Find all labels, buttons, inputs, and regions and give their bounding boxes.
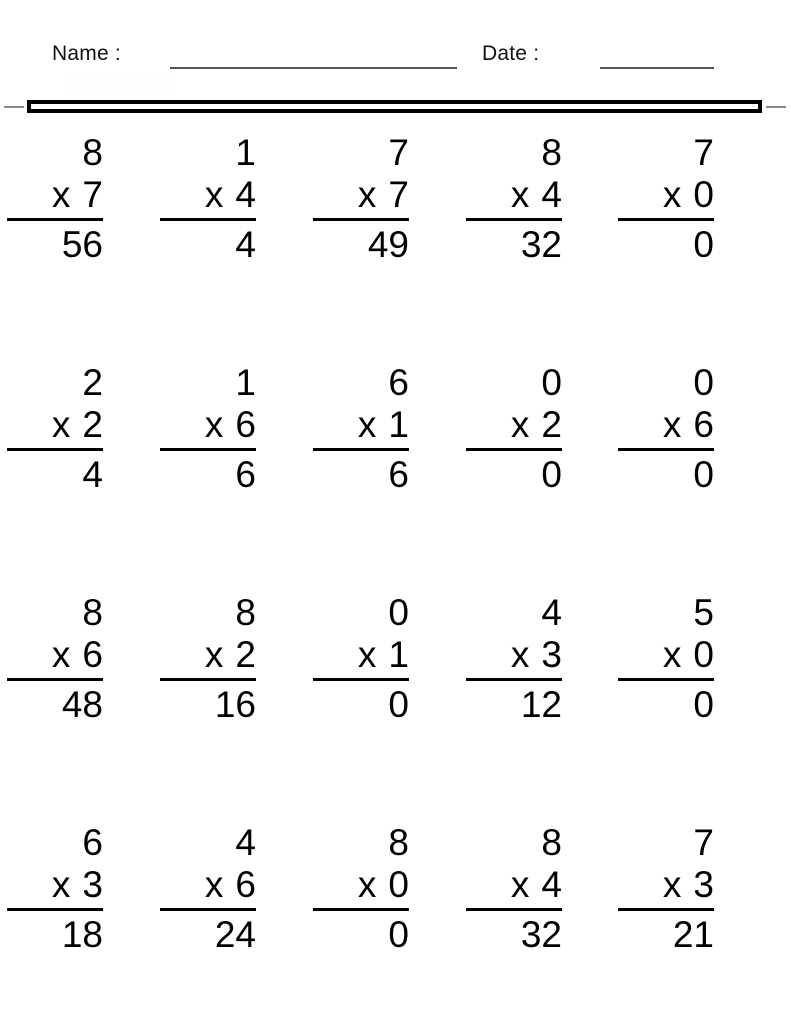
multiply-operator-icon: x [204, 404, 224, 445]
product-answer: 6 [235, 454, 256, 495]
product-answer: 32 [520, 914, 562, 955]
problem-rule [7, 448, 103, 451]
problem-rule [466, 448, 562, 451]
product-answer: 4 [82, 454, 103, 495]
multiplier-row [160, 176, 256, 216]
multiplier: 3 [541, 634, 562, 675]
multiplication-problem [618, 364, 714, 496]
multiply-operator-icon: x [510, 634, 530, 675]
multiplicand: 0 [388, 592, 409, 633]
multiplier-row [160, 406, 256, 446]
product-answer: 0 [541, 454, 562, 495]
problem-rule [618, 908, 714, 911]
multiplication-problem [7, 134, 103, 266]
multiply-operator-icon: x [51, 404, 71, 445]
multiplicand: 4 [541, 592, 562, 633]
multiplication-problem [313, 134, 409, 266]
separator-bar [27, 100, 762, 113]
multiplier: 0 [693, 174, 714, 215]
product-answer: 16 [214, 684, 256, 725]
multiplicand: 2 [82, 362, 103, 403]
multiply-operator-icon: x [662, 404, 682, 445]
problem-rule [7, 678, 103, 681]
multiplier: 6 [82, 634, 103, 675]
multiply-operator-icon: x [357, 864, 377, 905]
name-label: Name : [52, 42, 121, 65]
multiplier: 7 [82, 174, 103, 215]
problem-rule [466, 678, 562, 681]
multiplier: 6 [235, 864, 256, 905]
worksheet-header [0, 0, 791, 100]
multiplier: 2 [541, 404, 562, 445]
problem-rule [618, 218, 714, 221]
multiplier-row [7, 176, 103, 216]
multiplication-problem [313, 364, 409, 496]
multiply-operator-icon: x [204, 864, 224, 905]
multiplication-problem [466, 594, 562, 726]
multiply-operator-icon: x [357, 634, 377, 675]
multiplication-problem [160, 134, 256, 266]
name-write-line[interactable] [170, 67, 457, 69]
multiplier-row [7, 866, 103, 906]
multiplier: 4 [541, 174, 562, 215]
multiply-operator-icon: x [662, 864, 682, 905]
multiplier: 7 [388, 174, 409, 215]
problem-rule [313, 218, 409, 221]
multiply-operator-icon: x [51, 634, 71, 675]
multiplicand: 8 [82, 592, 103, 633]
multiplicand: 8 [82, 132, 103, 173]
multiply-operator-icon: x [510, 404, 530, 445]
multiplier: 6 [693, 404, 714, 445]
faint-artifact [66, 76, 176, 94]
product-answer: 21 [672, 914, 714, 955]
product-answer: 0 [693, 684, 714, 725]
problem-rule [313, 908, 409, 911]
multiplier-row [313, 406, 409, 446]
multiplier-row [618, 636, 714, 676]
date-label: Date : [482, 42, 540, 65]
product-answer: 0 [693, 454, 714, 495]
multiplicand: 0 [541, 362, 562, 403]
problem-rule [313, 448, 409, 451]
multiplicand: 5 [693, 592, 714, 633]
multiplier-row [313, 636, 409, 676]
multiplicand: 0 [693, 362, 714, 403]
problem-rule [313, 678, 409, 681]
multiply-operator-icon: x [51, 174, 71, 215]
product-answer: 49 [367, 224, 409, 265]
multiplier-row [466, 406, 562, 446]
multiplier: 2 [235, 634, 256, 675]
product-answer: 0 [388, 914, 409, 955]
multiplication-problem [7, 364, 103, 496]
multiplier-row [466, 636, 562, 676]
problem-rule [466, 908, 562, 911]
multiplier-row [7, 636, 103, 676]
multiplication-problem [160, 364, 256, 496]
multiplicand: 1 [235, 132, 256, 173]
multiplier-row [618, 406, 714, 446]
multiplication-problem [7, 824, 103, 956]
multiplication-problem [618, 594, 714, 726]
multiplicand: 8 [235, 592, 256, 633]
multiplier: 0 [388, 864, 409, 905]
problem-row [0, 824, 791, 1024]
multiplier-row [160, 866, 256, 906]
product-answer: 18 [61, 914, 103, 955]
multiplier-row [7, 406, 103, 446]
multiplication-problem [160, 824, 256, 956]
multiplication-problem [313, 824, 409, 956]
product-answer: 56 [61, 224, 103, 265]
multiply-operator-icon: x [51, 864, 71, 905]
multiplier: 2 [82, 404, 103, 445]
multiplier-row [466, 176, 562, 216]
multiply-operator-icon: x [510, 864, 530, 905]
multiplier: 6 [235, 404, 256, 445]
product-answer: 0 [388, 684, 409, 725]
problem-rule [160, 218, 256, 221]
product-answer: 24 [214, 914, 256, 955]
multiplicand: 7 [388, 132, 409, 173]
problem-rule [7, 908, 103, 911]
multiplier-row [466, 866, 562, 906]
product-answer: 12 [520, 684, 562, 725]
multiplication-problem [313, 594, 409, 726]
product-answer: 6 [388, 454, 409, 495]
multiplicand: 8 [541, 132, 562, 173]
multiplier: 4 [541, 864, 562, 905]
multiplier: 3 [82, 864, 103, 905]
multiply-operator-icon: x [357, 174, 377, 215]
multiplication-problem [618, 134, 714, 266]
multiplier: 0 [693, 634, 714, 675]
multiplicand: 8 [541, 822, 562, 863]
multiplier: 1 [388, 404, 409, 445]
multiplicand: 8 [388, 822, 409, 863]
problem-grid [0, 134, 791, 1024]
problem-rule [160, 908, 256, 911]
multiplication-problem [7, 594, 103, 726]
problem-rule [160, 678, 256, 681]
separator-tick-left [4, 106, 24, 108]
multiplicand: 6 [388, 362, 409, 403]
multiplier: 3 [693, 864, 714, 905]
multiply-operator-icon: x [662, 634, 682, 675]
multiplication-problem [466, 824, 562, 956]
multiply-operator-icon: x [662, 174, 682, 215]
problem-rule [618, 448, 714, 451]
multiplier: 4 [235, 174, 256, 215]
multiplication-problem [618, 824, 714, 956]
multiplier-row [618, 866, 714, 906]
problem-rule [466, 218, 562, 221]
multiplicand: 4 [235, 822, 256, 863]
problem-row [0, 134, 791, 364]
product-answer: 48 [61, 684, 103, 725]
multiplication-problem [160, 594, 256, 726]
problem-rule [618, 678, 714, 681]
multiplier-row [618, 176, 714, 216]
multiplication-problem [466, 134, 562, 266]
multiplier: 1 [388, 634, 409, 675]
problem-rule [160, 448, 256, 451]
multiplicand: 1 [235, 362, 256, 403]
product-answer: 0 [693, 224, 714, 265]
multiplier-row [313, 176, 409, 216]
multiply-operator-icon: x [357, 404, 377, 445]
multiplier-row [313, 866, 409, 906]
header-separator [0, 96, 791, 118]
multiply-operator-icon: x [204, 634, 224, 675]
multiply-operator-icon: x [510, 174, 530, 215]
multiplier-row [160, 636, 256, 676]
multiplicand: 7 [693, 822, 714, 863]
problem-row [0, 364, 791, 594]
separator-tick-right [766, 106, 786, 108]
multiplicand: 7 [693, 132, 714, 173]
product-answer: 32 [520, 224, 562, 265]
date-write-line[interactable] [600, 67, 714, 69]
problem-row [0, 594, 791, 824]
product-answer: 4 [235, 224, 256, 265]
problem-rule [7, 218, 103, 221]
multiplicand: 6 [82, 822, 103, 863]
multiply-operator-icon: x [204, 174, 224, 215]
multiplication-problem [466, 364, 562, 496]
